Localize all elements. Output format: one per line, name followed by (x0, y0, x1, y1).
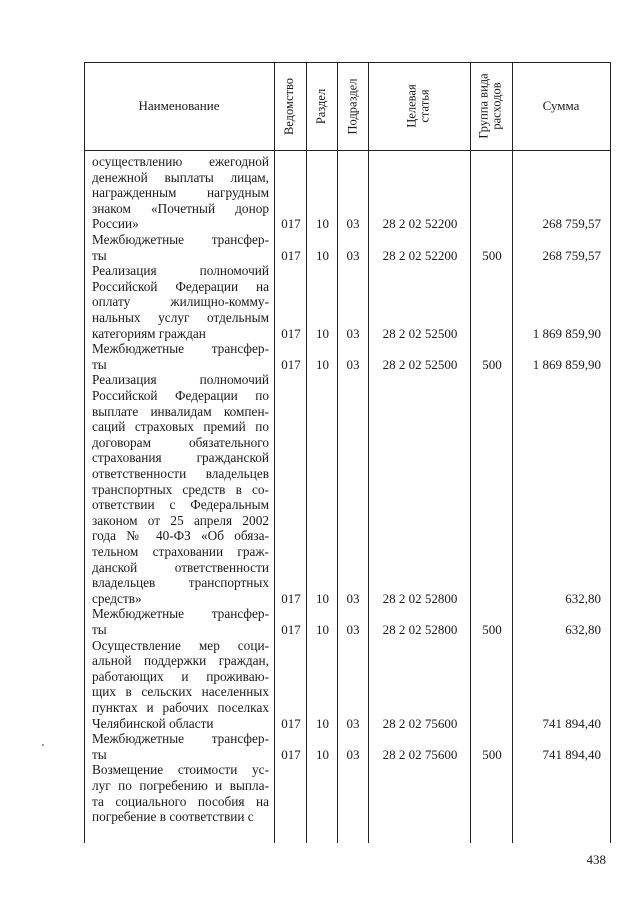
row-name-line: денежной выплаты лицам, (92, 169, 269, 185)
row-name-line: Межбюджетные трансфер- (92, 606, 269, 622)
row-name-line: транспортных средств в со- (92, 481, 269, 497)
cell-vedomstvo: 017 (281, 590, 301, 606)
row-name-line: Возмещение стоимости ус- (92, 762, 269, 778)
row-name-line: средств» (92, 590, 142, 606)
row-name-line: ты (92, 622, 107, 637)
table-border-left (84, 62, 85, 843)
header-divider (84, 150, 611, 151)
cell-razdel: 10 (316, 325, 329, 341)
cell-razdel: 10 (316, 715, 329, 731)
cell-celevaya-statya: 28 2 02 75600 (382, 715, 458, 731)
header-celevaya-line-1: Целевая (405, 84, 419, 128)
column-divider (512, 62, 513, 843)
header-podrazdel (337, 62, 368, 150)
cell-podrazdel: 03 (346, 715, 360, 731)
cell-razdel: 10 (316, 216, 329, 232)
row-name-line: ответственности владельцев (92, 466, 269, 481)
row-name-line: страхования гражданской (92, 450, 269, 466)
row-name-line: луг по погребению и выпла- (92, 778, 269, 793)
cell-razdel: 10 (316, 746, 329, 762)
row-name-line: ты (92, 746, 107, 762)
column-divider (470, 62, 471, 843)
table-border-right (610, 62, 611, 843)
header-vedomstvo (274, 62, 306, 150)
row-name-line: ты (92, 356, 107, 372)
cell-celevaya-statya: 28 2 02 52200 (382, 247, 458, 263)
budget-table (84, 62, 611, 843)
cell-vedomstvo: 017 (281, 247, 301, 263)
row-name-line: ответствии с Федеральным (92, 497, 269, 513)
cell-celevaya-statya: 28 2 02 52800 (382, 590, 458, 606)
row-name-line: Межбюджетные трансфер- (92, 341, 269, 357)
cell-summa: 268 759,57 (542, 247, 601, 263)
header-razdel (306, 62, 337, 150)
row-name-line: осуществлению ежегодной (92, 154, 269, 169)
row-name-line: категориям граждан (92, 325, 206, 341)
cell-gruppa-vida: 500 (482, 356, 502, 372)
header-celevaya-label (406, 84, 432, 127)
cell-celevaya-statya: 28 2 02 52500 (382, 356, 458, 372)
cell-gruppa-vida: 500 (482, 247, 502, 263)
header-razdel-label: Раздел (314, 88, 329, 124)
header-podrazdel-label: Подраздел (345, 78, 359, 134)
cell-razdel: 10 (316, 590, 329, 606)
cell-celevaya-statya: 28 2 02 52200 (382, 216, 458, 232)
cell-celevaya-statya: 28 2 02 75600 (382, 746, 458, 762)
header-gruppa-line-1: Группа вида (477, 73, 492, 139)
cell-razdel: 10 (316, 247, 329, 263)
row-name-line: оплату жилищно-комму- (92, 294, 269, 310)
header-celevaya-statya (368, 62, 470, 150)
cell-summa: 1 869 859,90 (532, 325, 601, 341)
row-name-line: Реализация полномочий (92, 263, 269, 279)
row-name-line: договорам обязательного (92, 434, 269, 450)
cell-celevaya-statya: 28 2 02 52800 (382, 622, 458, 637)
header-name: Наименование (138, 98, 220, 113)
column-divider (337, 62, 338, 843)
cell-podrazdel: 03 (346, 746, 360, 762)
cell-summa: 1 869 859,90 (532, 356, 601, 372)
cell-vedomstvo: 017 (281, 746, 301, 762)
cell-gruppa-vida: 500 (482, 746, 502, 762)
row-name-line: законом от 25 апреля 2002 (92, 512, 269, 528)
row-name-line: Осуществление мер соци- (92, 637, 269, 653)
cell-podrazdel: 03 (346, 216, 360, 232)
cell-vedomstvo: 017 (281, 622, 301, 637)
row-name-line: та социального пособия на (92, 793, 269, 809)
column-divider (368, 62, 369, 843)
row-name-line: нальных услуг отдельным (92, 310, 269, 325)
cell-podrazdel: 03 (346, 590, 360, 606)
row-name-line: выплате инвалидам компен- (92, 403, 269, 419)
header-vedomstvo-label: Ведомство (282, 77, 297, 135)
scan-speck (42, 744, 44, 746)
cell-podrazdel: 03 (346, 622, 360, 637)
page-number: 438 (586, 852, 606, 867)
row-name-line: работающих и проживаю- (92, 668, 269, 684)
row-name-line: погребение в соответствии с (92, 809, 254, 825)
cell-summa: 741 894,40 (542, 715, 601, 731)
row-name-line: Российской Федерации по (92, 388, 269, 403)
row-name-line: данской ответственности (92, 559, 269, 575)
cell-summa: 741 894,40 (542, 746, 601, 762)
cell-celevaya-statya: 28 2 02 52500 (382, 325, 458, 341)
row-name-line: Межбюджетные трансфер- (92, 731, 269, 747)
header-gruppa-vida (470, 62, 512, 150)
header-gruppa-label (478, 73, 504, 138)
row-name-line: России» (92, 216, 139, 232)
header-summa: Сумма (542, 98, 580, 113)
row-name-line: пунктах и рабочих поселках (92, 700, 269, 715)
row-name-line: альной поддержки граждан, (92, 653, 269, 669)
row-name-line: щих в сельских населенных (92, 684, 269, 700)
row-name-line: знаком «Почетный донор (92, 200, 269, 216)
header-celevaya-line-2: статья (418, 89, 432, 123)
row-name-line: Российской Федерации на (92, 278, 269, 294)
cell-podrazdel: 03 (346, 325, 360, 341)
header-gruppa-line-2: расходов (490, 82, 505, 130)
row-name-line: года № 40-ФЗ «Об обяза- (92, 528, 269, 544)
row-name-line: ты (92, 247, 107, 263)
column-divider (306, 62, 307, 843)
row-name-line: тельном страховании граж- (92, 544, 269, 559)
cell-gruppa-vida: 500 (482, 622, 502, 637)
row-name-line: Челябинской области (92, 715, 214, 731)
cell-podrazdel: 03 (346, 356, 360, 372)
cell-razdel: 10 (316, 622, 329, 637)
cell-summa: 632,80 (565, 590, 601, 606)
cell-razdel: 10 (316, 356, 329, 372)
cell-podrazdel: 03 (346, 247, 360, 263)
row-name-line: Межбюджетные трансфер- (92, 232, 269, 247)
cell-summa: 632,80 (565, 622, 601, 637)
cell-summa: 268 759,57 (542, 216, 601, 232)
cell-vedomstvo: 017 (281, 216, 301, 232)
row-name-line: владельцев транспортных (92, 575, 269, 591)
cell-vedomstvo: 017 (281, 715, 301, 731)
cell-vedomstvo: 017 (281, 356, 301, 372)
row-name-line: награжденным нагрудным (92, 185, 269, 201)
column-divider (274, 62, 275, 843)
cell-vedomstvo: 017 (281, 325, 301, 341)
row-name-line: саций страховых премий по (92, 419, 269, 435)
row-name-line: Реализация полномочий (92, 372, 269, 388)
